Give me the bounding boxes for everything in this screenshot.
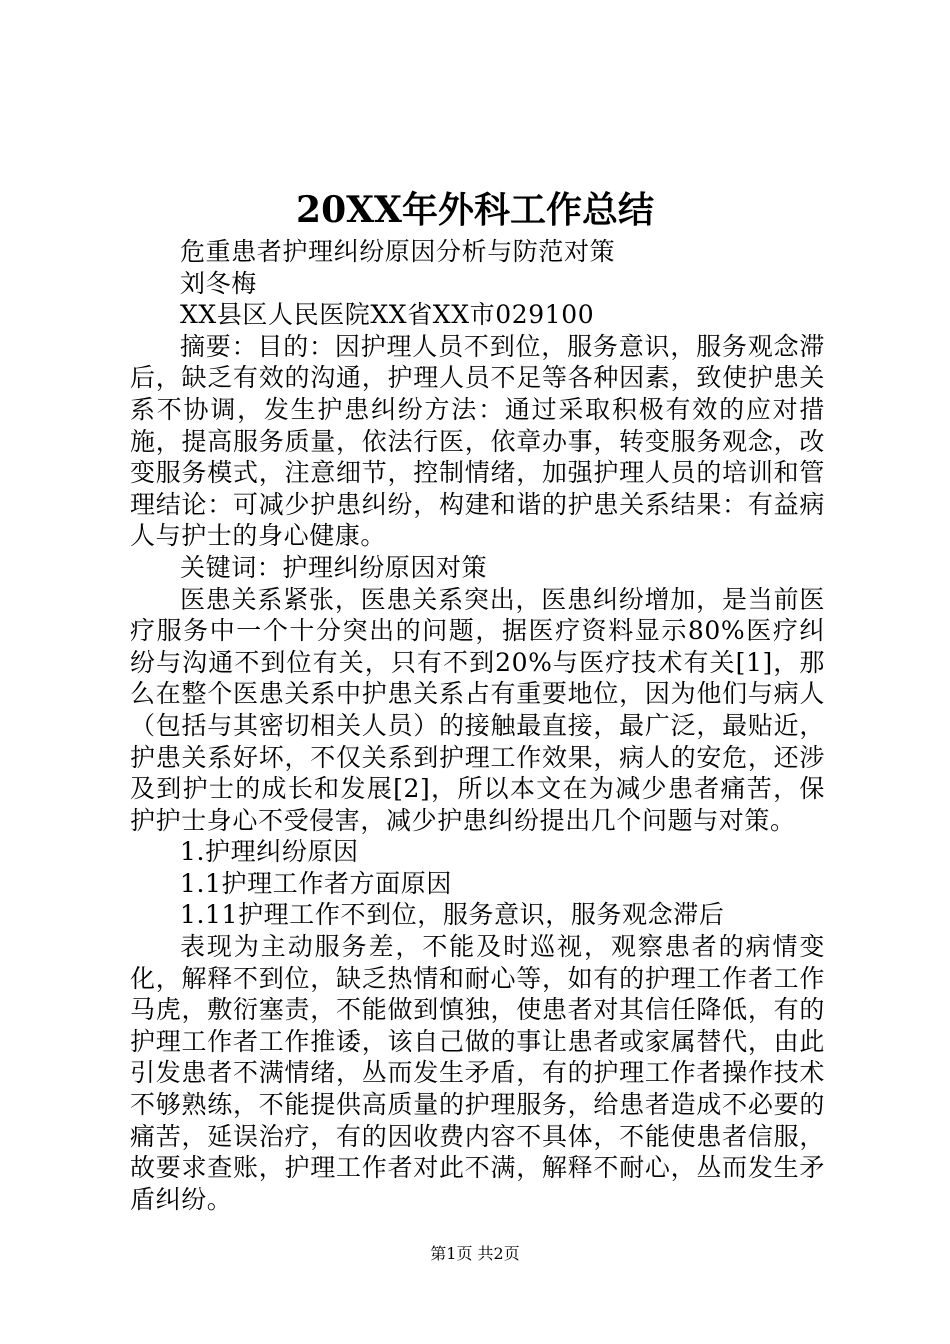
article-title: 危重患者护理纠纷原因分析与防范对策 bbox=[180, 237, 616, 266]
section-heading-1: 1.护理纠纷原因 bbox=[180, 837, 359, 867]
section-heading-1-11: 1.11护理工作不到位，服务意识，服务观念滞后 bbox=[180, 900, 725, 930]
intro-paragraph: 医患关系紧张，医患关系突出，医患纠纷增加，是当前医疗服务中一个十分突出的问题，据医疗资料显示80%医疗纠纷与沟通不到位有关，只有不到20%与医疗技术有关[1]，那么在整个医患关系中护患关系占有重要地位，因为他们与病人（包括与其密切相关人员）的接触最直接，最广泛，最贴近，护患关系好坏，不仅关系到护理工作效果，病人的安危，还涉及到护士的成长和发展[2]，所以本文在为减少患者痛苦，保护护士身心不受侵害，减少护患纠纷提出几个问题与对策。 bbox=[130, 584, 825, 835]
section-heading-1-1: 1.1护理工作者方面原因 bbox=[180, 868, 452, 898]
body-paragraph: 表现为主动服务差，不能及时巡视，观察患者的病情变化，解释不到位，缺乏热情和耐心等，如有的护理工作者工作马虎，敷衍塞责，不能做到慎独，使患者对其信任降低，有的护理工作者工作推诿，该自己做的事让患者或家属替代，由此引发患者不满情绪，丛而发生矛盾，有的护理工作者操作技术不够熟练，不能提供高质量的护理服务，给患者造成不必要的痛苦，延误治疗，有的因收费内容不具体，不能使患者信服，故要求查账，护理工作者对此不满，解释不耐心，丛而发生矛盾纠纷。 bbox=[130, 932, 825, 1214]
abstract-paragraph: 摘要：目的：因护理人员不到位，服务意识，服务观念滞后，缺乏有效的沟通，护理人员不足等各种因素，致使护患关系不协调，发生护患纠纷方法：通过采取积极有效的应对措施，提高服务质量，依法行医，依章办事，转变服务观念，改变服务模式，注意细节，控制情绪，加强护理人员的培训和管理结论：可减少护患纠纷，构建和谐的护患关系结果：有益病人与护士的身心健康。 bbox=[130, 331, 825, 551]
document-title: 20XX年外科工作总结 bbox=[296, 189, 654, 231]
keywords-line: 关键词：护理纠纷原因对策 bbox=[180, 552, 488, 582]
author-affiliation: XX县区人民医院XX省XX市029100 bbox=[180, 300, 595, 330]
page-number-footer: 第1页 共2页 bbox=[430, 1244, 520, 1263]
document-body bbox=[130, 236, 825, 1215]
author-name: 刘冬梅 bbox=[180, 268, 257, 298]
